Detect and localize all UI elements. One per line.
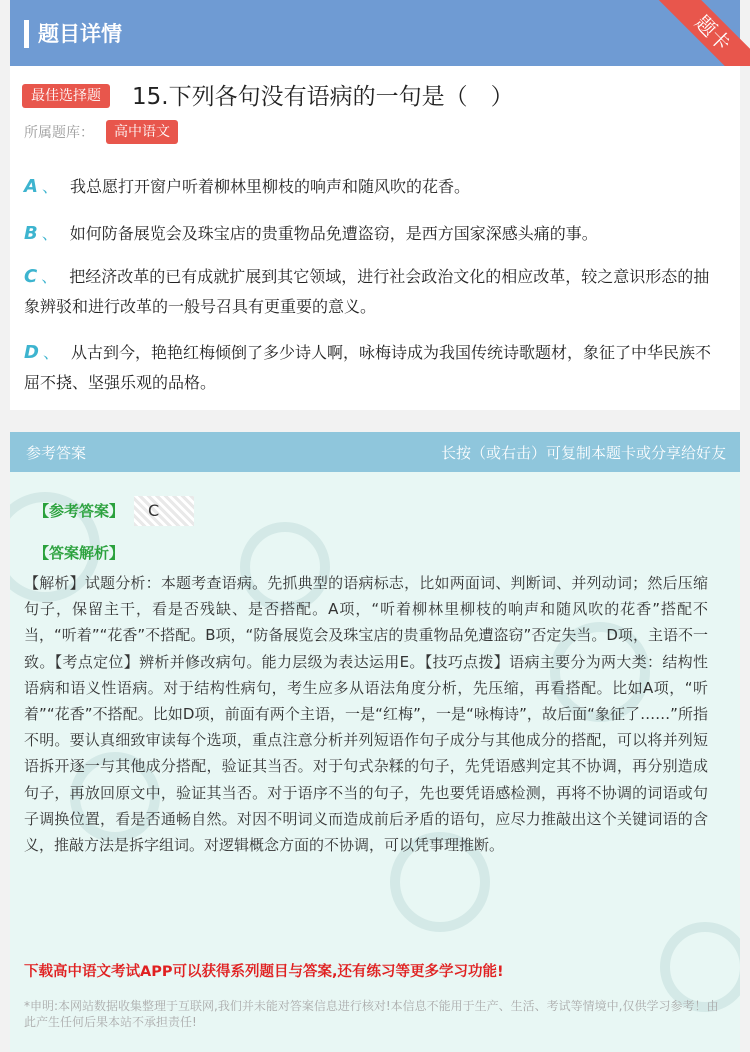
question-card <box>10 0 740 410</box>
question-title: 15.下列各句没有语病的一句是（ ） <box>132 84 514 110</box>
option-letter: D <box>24 342 39 363</box>
answer-panel <box>10 432 740 1052</box>
analysis-tag: 【答案解析】 <box>34 544 125 562</box>
option-text: 我总愿打开窗户听着柳林里柳枝的响声和随风吹的花香。 <box>69 177 470 196</box>
copy-share-hint[interactable]: 长按（或右击）可复制本题卡或分享给好友 <box>440 444 726 462</box>
question-type-badge: 最佳选择题 <box>22 84 110 108</box>
reference-answer-tag: 【参考答案】 <box>34 502 125 520</box>
option-letter: B <box>24 223 38 244</box>
library-badge[interactable]: 高中语文 <box>106 120 178 144</box>
option-text: 从古到今，艳艳红梅倾倒了多少诗人啊，咏梅诗成为我国传统诗歌题材，象征了中华民族不屈不挠、坚强乐观的品格。 <box>24 343 711 392</box>
page-title: 题目详情 <box>38 22 122 46</box>
option-sep: 、 <box>41 267 58 286</box>
option-c[interactable] <box>24 262 724 322</box>
app-download-promo[interactable]: 下载高中语文考试APP可以获得系列题目与答案,还有练习等更多学习功能! <box>24 964 504 980</box>
option-text: 把经济改革的已有成就扩展到其它领域，进行社会政治文化的相应改革，较之意识形态的抽象辨驳和进行改革的一般号召具有更重要的意义。 <box>24 267 710 316</box>
option-letter: C <box>24 266 38 287</box>
answer-header <box>10 432 740 472</box>
option-text: 如何防备展览会及珠宝店的贵重物品免遭盗窃，是西方国家深感头痛的事。 <box>69 224 598 243</box>
analysis-text: 【解析】试题分析：本题考查语病。先抓典型的语病标志，比如两面词、判断词、并列动词；然后压缩句子，保留主干，看是否残缺、是否搭配。A项，“听着柳林里柳枝的响声和随风吹的花香”搭配不当，“听着”“花香”不搭配。B项，“防备展览会及珠宝店的贵重物品免遭盗窃”否定失当。D项，主语不一致。【考点定位】辨析并修改病句。能力层级为表达运用E。【技巧点拨】语病主要分为两大类：结构性语病和语义性语病。对于结构性病句，考生应多从语法角度分析，先压缩，再看搭配。比如A项，“听着”“花香”不搭配。比如D项，前面有两个主语，一是“红梅”，一是“咏梅诗”，故后面“象征了……”所指不明。要认真细致审读每个选项，重点注意分析并列短语作句子成分与其他成分的搭配，可以将并列短语拆开逐一与其他成分搭配，验证其当否。对于句式杂糅的句子，先凭语感判定其不协调，再分别造成句子，再放回原文中，验证其当否。对于语序不当的句子，先也要凭语感检测，再将不协调的词语或句子调换位置，看是否通畅自然。对因不明词义而造成前后矛盾的语句，应尽力推敲出这个关键词语的含义，推敲方法是拆字组词。对逻辑概念方面的不协调，可以凭事理推断。 <box>24 574 708 855</box>
answer-header-label: 参考答案 <box>26 444 87 462</box>
card-header <box>10 0 740 66</box>
option-letter: A <box>24 176 38 197</box>
header-accent-bar <box>24 20 29 48</box>
option-sep: 、 <box>42 343 59 362</box>
option-sep: 、 <box>41 224 58 243</box>
reference-answer-value: C <box>134 496 194 526</box>
corner-ribbon <box>642 0 750 66</box>
disclaimer-text: *申明:本网站数据收集整理于互联网,我们并未能对答案信息进行核对!本信息不能用于生产、生活、考试等情境中,仅供学习参考！由此产生任何后果本站不承担责任! <box>24 999 719 1029</box>
option-d[interactable] <box>24 338 724 398</box>
option-sep: 、 <box>41 177 58 196</box>
library-label: 所属题库： <box>24 125 94 141</box>
corner-badge: 题卡 <box>656 0 750 66</box>
option-a[interactable] <box>24 172 724 202</box>
option-b[interactable] <box>24 219 724 249</box>
